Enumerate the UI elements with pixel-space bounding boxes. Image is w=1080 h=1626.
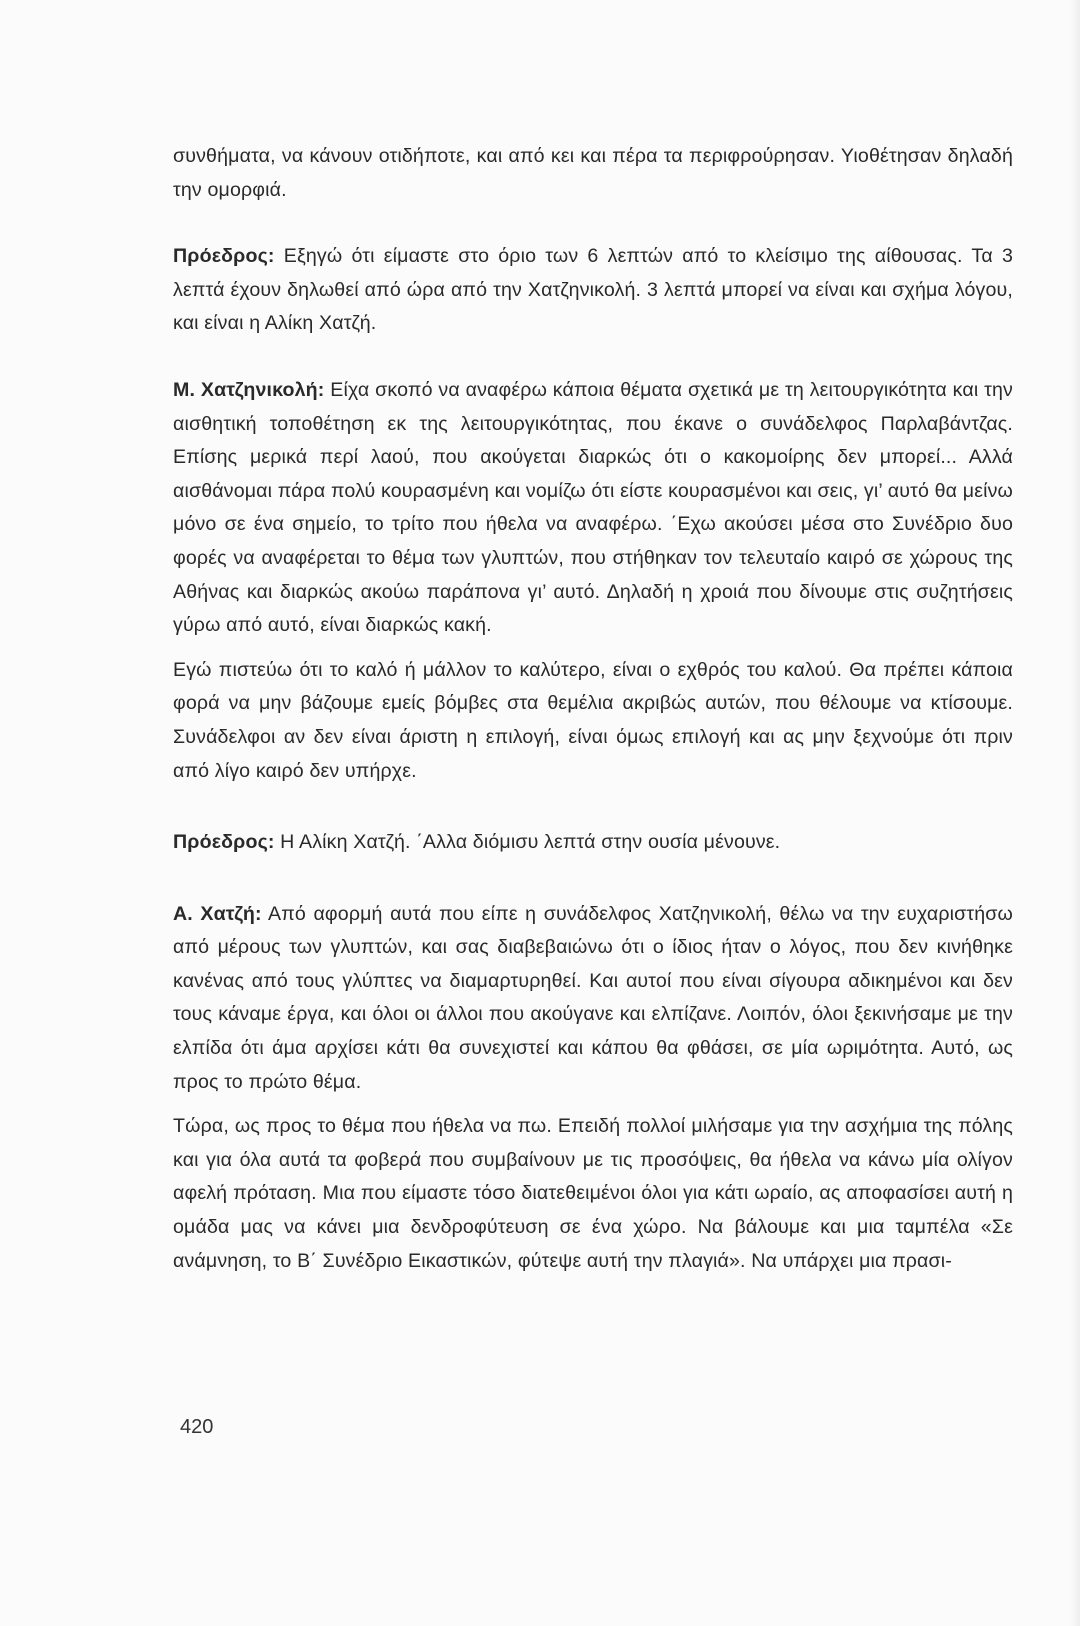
spacer: [173, 643, 1013, 654]
paragraph-text: Τώρα, ως προς το θέμα που ήθελα να πω. Επειδή πολλοί μιλήσαμε για την ασχήμια της πόλης και για όλα αυτά τα φοβερά που συμβαίνουν με τις προσόψεις, θα ήθελα να κάνω μία ολίγον αφελή πρόταση. Μια που είμαστε τόσο διατεθειμένοι όλοι για κάτι ωραίο, ας αποφασίσει αυτή η ομάδα μας να κάνει μια δενδροφύτευση σε ένα χώρο. Να βάλουμε και μια ταμπέλα «Σε ανάμνηση, το Β΄ Συνέδριο Εικαστικών, φύτεψε αυτή την πλαγιά». Να υπάρχει μια πρασι-: [173, 1115, 1013, 1272]
paragraph: [173, 1110, 1013, 1278]
page-number: 420: [180, 1416, 214, 1438]
spacer: [173, 341, 1013, 374]
paragraph-text: Εγώ πιστεύω ότι το καλό ή μάλλον το καλύτερο, είναι ο εχθρός του καλού. Θα πρέπει κάποια φορά να μην βάζουμε εμείς βόμβες στα θεμέλια ακριβώς αυτών, που θέλουμε να κτίσουμε. Συνάδελφοι αν δεν είναι άριστη η επιλογή, είναι όμως επιλογή και ας μην ξεχνούμε ότι πριν από λίγο καιρό δεν υπήρχε.: [173, 658, 1013, 782]
speaker-name: Πρόεδρος:: [173, 245, 275, 268]
spacer: [173, 207, 1013, 240]
paragraph-continuation: [173, 140, 1013, 207]
spacer: [173, 788, 1013, 826]
paragraph-text: Είχα σκοπό να αναφέρω κάποια θέματα σχετικά με τη λειτουργικότητα και την αισθητική τοποθέτηση εκ της λειτουργικότητας, που έκανε ο συνάδελφος Παρλαβάντζας. Επίσης μερικά περί λαού, που ακούγεται διαρκώς ότι ο κακομοίρης δεν μπορεί... Αλλά αισθάνομαι πάρα πολύ κουρασμένη και νομίζω ότι είστε κουρασμένοι και σεις, γι’ αυτό θα μείνω μόνο σε ένα σημείο, το τρίτο που ήθελα να αναφέρω. ΄Εχω ακούσει μέσα στο Συνέδριο δυο φορές να αναφέρεται το θέμα των γλυπτών, που στήθηκαν τον τελευταίο καιρό σε χώρους της Αθήνας και διαρκώς ακούω παράπονα γι’ αυτό. Δηλαδή η χροιά που δίνουμε στις συζητήσεις γύρω από αυτό, είναι διαρκώς κακή.: [173, 378, 1013, 637]
speaker-name: Α. Χατζή:: [173, 902, 262, 925]
paragraph-speech: [173, 240, 1013, 341]
paragraph-speech: [173, 374, 1013, 643]
paragraph-text: συνθήματα, να κάνουν οτιδήποτε, και από κει και πέρα τα περιφρούρησαν. Υιοθέτησαν δηλαδή την ομορφιά.: [173, 145, 1013, 201]
paragraph-text: Η Αλίκη Χατζή. ΄Αλλα διόμισυ λεπτά στην ουσία μένουνε.: [274, 831, 781, 854]
paragraph: [173, 654, 1013, 788]
paragraph-text: Από αφορμή αυτά που είπε η συνάδελφος Χατζηνικολή, θέλω να την ευχαριστήσω από μέρους των γλυπτών, και σας διαβεβαιώνω ότι ο ίδιος ήταν ο λόγος, που δεν κινήθηκε κανένας από τους γλύπτες να διαμαρτυρηθεί. Και αυτοί που είναι σίγουρα αδικημένοι και δεν τους κάναμε έργα, και όλοι οι άλλοι που ακούγανε και ελπίζανε. Λοιπόν, όλοι ξεκινήσαμε με την ελπίδα ότι άμα αρχίσει κάτι θα συνεχιστεί και κάπου θα φθάσει, σε μία ωριμότητα. Αυτό, ως προς το πρώτο θέμα.: [173, 902, 1013, 1093]
spacer: [173, 860, 1013, 898]
page-body: [173, 140, 1013, 1278]
paragraph-text: Εξηγώ ότι είμαστε στο όριο των 6 λεπτών από το κλείσιμο της αίθουσας. Τα 3 λεπτά έχουν δηλωθεί από ώρα από την Χατζηνικολή. 3 λεπτά μπορεί να είναι και σχήμα λόγου, και είναι η Αλίκη Χατζή.: [173, 245, 1013, 335]
page-edge-shadow: [1070, 0, 1080, 1626]
paragraph-speech: [173, 826, 1013, 860]
spacer: [173, 1099, 1013, 1110]
speaker-name: Πρόεδρος:: [173, 831, 275, 854]
speaker-name: Μ. Χατζηνικολή:: [173, 378, 325, 401]
paragraph-speech: [173, 898, 1013, 1100]
